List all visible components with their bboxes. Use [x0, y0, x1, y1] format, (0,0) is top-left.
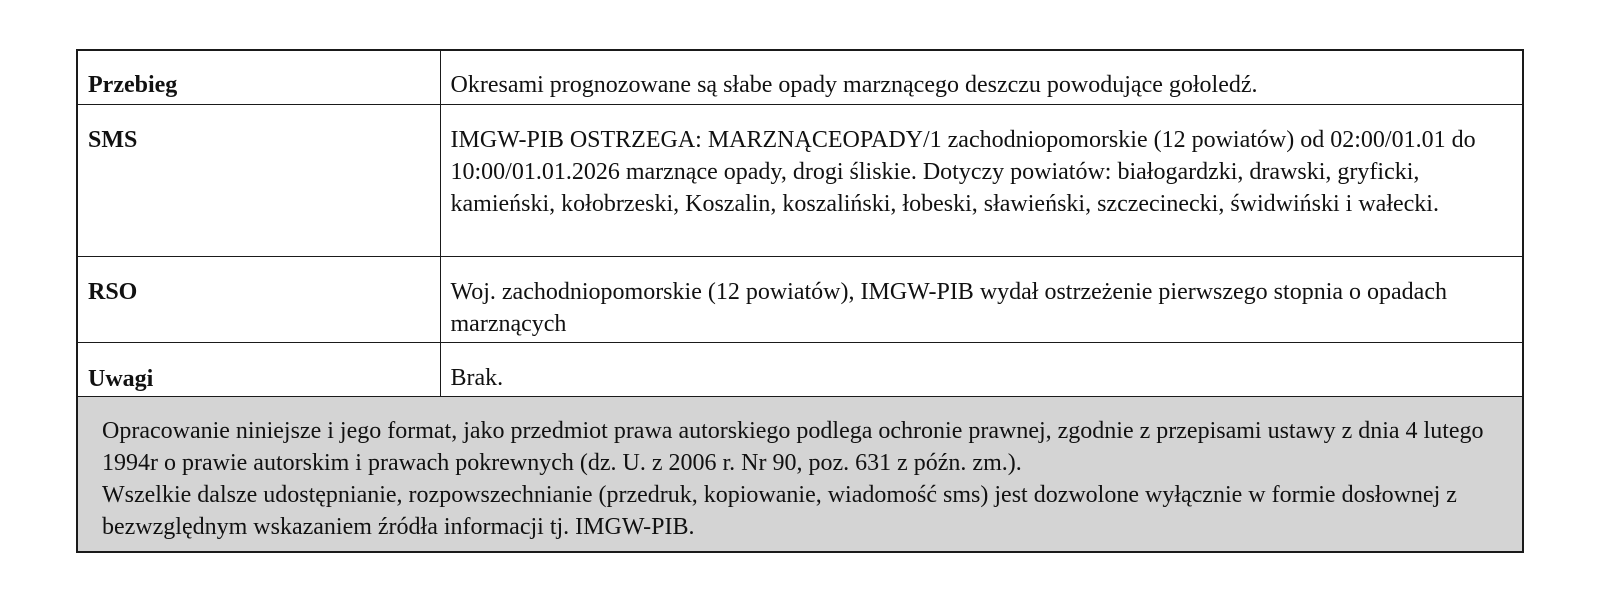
distribution-paragraph: Wszelkie dalsze udostępnianie, rozpowszechnianie (przedruk, kopiowanie, wiadomość sms) jest dozwolone wyłącznie w formie dosłownej z bezwzględnym wskazaniem źródła informacji tj. IMGW-PIB.	[102, 481, 1457, 540]
copyright-notice	[77, 396, 1523, 552]
table-row-przebieg	[77, 50, 1523, 104]
row-value-przebieg: Okresami prognozowane są słabe opady marznącego deszczu powodujące gołoledź.	[440, 50, 1523, 104]
table-row-uwagi	[77, 342, 1523, 396]
copyright-paragraph: Opracowanie niniejsze i jego format, jako przedmiot prawa autorskiego podlega ochronie prawnej, zgodnie z przepisami ustawy z dnia 4 lutego 1994r o prawie autorskim i prawach pokrewnych (dz. U. z 2006 r. Nr 90, poz. 631 z późn. zm.).	[102, 417, 1484, 476]
row-value-sms: IMGW-PIB OSTRZEGA: MARZNĄCEOPADY/1 zachodniopomorskie (12 powiatów) od 02:00/01.01 do 10:00/01.01.2026 marznące opady, drogi śliskie. Dotyczy powiatów: białogardzki, drawski, gryficki, kamieński, kołobrzeski, Koszalin, koszaliński, łobeski, sławieński, szczecinecki, świdwiński i wałecki.	[440, 104, 1523, 256]
table-row-sms	[77, 104, 1523, 256]
table-row-copyright	[77, 396, 1523, 552]
row-value-uwagi: Brak.	[440, 342, 1523, 396]
row-label-uwagi: Uwagi	[77, 342, 440, 396]
table-row-rso	[77, 256, 1523, 342]
row-value-rso: Woj. zachodniopomorskie (12 powiatów), IMGW-PIB wydał ostrzeżenie pierwszego stopnia o opadach marznących	[440, 256, 1523, 342]
row-label-sms: SMS	[77, 104, 440, 256]
row-label-rso: RSO	[77, 256, 440, 342]
warning-details-table	[76, 49, 1524, 553]
row-label-przebieg: Przebieg	[77, 50, 440, 104]
